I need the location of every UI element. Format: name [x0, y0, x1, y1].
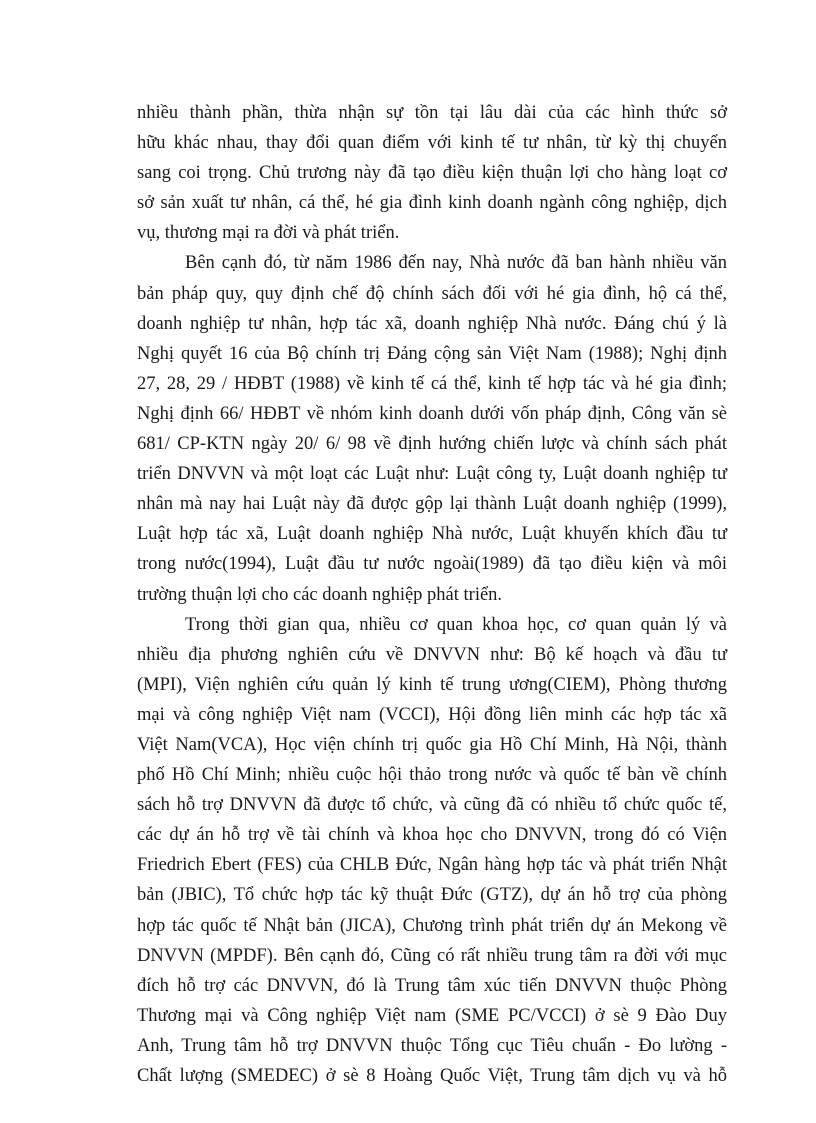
- text-line: Luật hợp tác xã, Luật doanh nghiệp Nhà nước, Luật khuyến khích đầu tư: [137, 524, 727, 545]
- text-line: các dự án hỗ trợ về tài chính và khoa học cho DNVVN, trong đó có Viện: [137, 825, 727, 846]
- text-line: Trong thời gian qua, nhiều cơ quan khoa học, cơ quan quản lý và: [185, 614, 727, 635]
- text-line: Việt Nam(VCA), Học viện chính trị quốc gia Hồ Chí Minh, Hà Nội, thành: [137, 734, 727, 755]
- text-line: trường thuận lợi cho các doanh nghiệp phát triển.: [137, 584, 503, 605]
- text-line: sách hỗ trợ DNVVN đã được tổ chức, và cũng đã có nhiều tổ chức quốc tế,: [137, 795, 727, 816]
- text-line: Anh, Trung tâm hỗ trợ DNVVN thuộc Tổng cục Tiêu chuẩn - Đo lường -: [137, 1035, 727, 1056]
- text-line: vụ, thương mại ra đời và phát triển.: [137, 223, 400, 244]
- text-line: DNVVN (MPDF). Bên cạnh đó, Cũng có rất nhiều trung tâm ra đời với mục: [137, 945, 727, 966]
- text-line: 681/ CP-KTN ngày 20/ 6/ 98 về định hướng chiến lược và chính sách phát: [137, 434, 727, 455]
- text-line: triển DNVVN và một loạt các Luật như: Luật công ty, Luật doanh nghiệp tư: [137, 464, 727, 485]
- text-line: nhiều địa phương nghiên cứu về DNVVN như: Bộ kế hoạch và đầu tư: [137, 644, 727, 665]
- text-line: Friedrich Ebert (FES) của CHLB Đức, Ngân hàng hợp tác và phát triển Nhật: [137, 855, 727, 876]
- text-line: bản (JBIC), Tổ chức hợp tác kỹ thuật Đức (GTZ), dự án hỗ trợ của phòng: [137, 885, 727, 906]
- paragraph-2: [137, 248, 727, 609]
- body-text: [137, 98, 727, 1091]
- text-line: Nghị định 66/ HĐBT về nhóm kinh doanh dưới vốn pháp định, Công văn sè: [137, 403, 727, 424]
- text-line: Chất lượng (SMEDEC) ở sè 8 Hoàng Quốc Việt, Trung tâm dịch vụ và hỗ: [137, 1066, 727, 1086]
- text-line: 27, 28, 29 / HĐBT (1988) về kinh tế cá thể, kinh tế hợp tác và hé gia đình;: [137, 373, 727, 394]
- text-line: phố Hồ Chí Minh; nhiều cuộc hội thảo trong nước và quốc tế bàn về chính: [137, 765, 727, 786]
- text-line: (MPI), Viện nghiên cứu quản lý kinh tế trung ương(CIEM), Phòng thương: [137, 674, 727, 695]
- text-line: nhân mà nay hai Luật này đã được gộp lại thành Luật doanh nghiệp (1999),: [137, 494, 727, 515]
- text-line: Bên cạnh đó, từ năm 1986 đến nay, Nhà nước đã ban hành nhiều văn: [185, 253, 727, 274]
- text-line: trong nước(1994), Luật đầu tư nước ngoài(1989) đã tạo điều kiện và môi: [137, 554, 727, 575]
- text-line: hợp tác quốc tế Nhật bản (JICA), Chương trình phát triển dự án Mekong về: [137, 915, 727, 936]
- text-line: Thương mại và Công nghiệp Việt nam (SME PC/VCCI) ở sè 9 Đào Duy: [137, 1005, 727, 1026]
- paragraph-1: [137, 98, 727, 248]
- text-line: bản pháp quy, quy định chế độ chính sách đối với hé gia đình, hộ cá thể,: [137, 283, 727, 304]
- text-line: đích hỗ trợ các DNVVN, đó là Trung tâm xúc tiến DNVVN thuộc Phòng: [137, 975, 727, 996]
- paragraph-3: [137, 610, 727, 1092]
- text-line: mại và công nghiệp Việt nam (VCCI), Hội đồng liên minh các hợp tác xã: [137, 704, 727, 725]
- text-line: Nghị quyết 16 của Bộ chính trị Đảng cộng sản Việt Nam (1988); Nghị định: [137, 343, 727, 364]
- text-line: sở sản xuất tư nhân, cá thể, hé gia đình kinh doanh ngành công nghiệp, dịch: [137, 193, 727, 214]
- text-line: doanh nghiệp tư nhân, hợp tác xã, doanh nghiệp Nhà nước. Đáng chú ý là: [137, 313, 727, 334]
- text-line: hữu khác nhau, thay đổi quan điểm với kinh tế tư nhân, từ kỳ thị chuyển: [137, 133, 727, 154]
- text-line: sang coi trọng. Chủ trương này đã tạo điều kiện thuận lợi cho hàng loạt cơ: [137, 163, 727, 184]
- text-line: nhiều thành phần, thừa nhận sự tồn tại lâu dài của các hình thức sở: [137, 103, 727, 123]
